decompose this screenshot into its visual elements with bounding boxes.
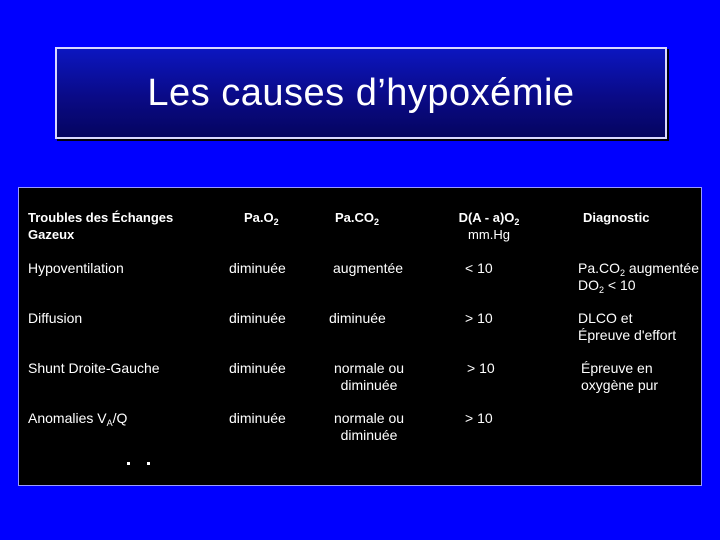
slide-title: Les causes d’hypoxémie [147,71,575,114]
diag-do2-value: < 10 [604,277,636,293]
diag-paco2-state: augmentée [625,260,699,276]
causes-table [18,187,702,486]
row-hypoventilation-diagnostic [578,260,699,294]
title-box [55,47,667,139]
diag-epreuve: Épreuve en [581,360,653,376]
row-shunt-gradient: > 10 [467,360,495,376]
row-diffusion-diagnostic [578,310,676,344]
row-anomalies-sub: A [106,418,113,428]
header-troubles [28,209,173,243]
row-shunt-paco2-line2: diminuée [340,377,398,393]
decorative-dot [127,462,130,465]
row-shunt-paco2-line1: normale ou [333,360,405,376]
diag-do2-label: DO [578,277,599,293]
header-gradient-text: D(A - a)O [458,210,515,225]
row-diffusion-paco2: diminuée [329,310,386,326]
row-shunt-trouble: Shunt Droite-Gauche [28,360,160,376]
header-gradient-unit: mm.Hg [468,227,510,242]
header-troubles-line1: Troubles des Échanges [28,210,174,225]
row-anomalies-label: Anomalies V [28,410,107,426]
row-anomalies-paco2-line1: normale ou [333,410,405,426]
diag-paco2-sub: 2 [620,268,626,278]
row-hypoventilation-trouble: Hypoventilation [28,260,124,276]
row-anomalies-gradient: > 10 [465,410,493,426]
row-diffusion-pao2: diminuée [229,310,286,326]
row-shunt-pao2: diminuée [229,360,286,376]
row-shunt-paco2 [319,360,419,394]
diag-do2-sub: 2 [599,285,605,295]
diag-effort: Épreuve d'effort [578,327,677,343]
row-anomalies-trouble [28,410,127,427]
row-anomalies-q: /Q [112,410,128,426]
header-gradient [439,209,539,243]
diag-paco2-label: Pa.CO [578,260,621,276]
header-troubles-line2: Gazeux [28,227,75,242]
header-pao2-sub: 2 [273,217,279,227]
decorative-dot [147,462,150,465]
row-hypoventilation-pao2: diminuée [229,260,286,276]
header-paco2-sub: 2 [374,217,380,227]
header-gradient-sub: 2 [514,217,520,227]
row-shunt-diagnostic [581,360,658,394]
diag-dlco: DLCO et [578,310,633,326]
header-diagnostic: Diagnostic [583,210,650,225]
row-diffusion-trouble: Diffusion [28,310,83,326]
header-paco2-text: Pa.CO [335,210,375,225]
header-paco2 [335,209,379,226]
row-diffusion-gradient: > 10 [465,310,493,326]
diag-oxygene: oxygène pur [581,377,659,393]
row-hypoventilation-gradient: < 10 [465,260,493,276]
row-anomalies-paco2-line2: diminuée [340,427,398,443]
row-anomalies-paco2 [319,410,419,444]
header-pao2-text: Pa.O [244,210,274,225]
header-pao2 [244,209,279,226]
row-anomalies-pao2: diminuée [229,410,286,426]
row-hypoventilation-paco2: augmentée [333,260,404,276]
